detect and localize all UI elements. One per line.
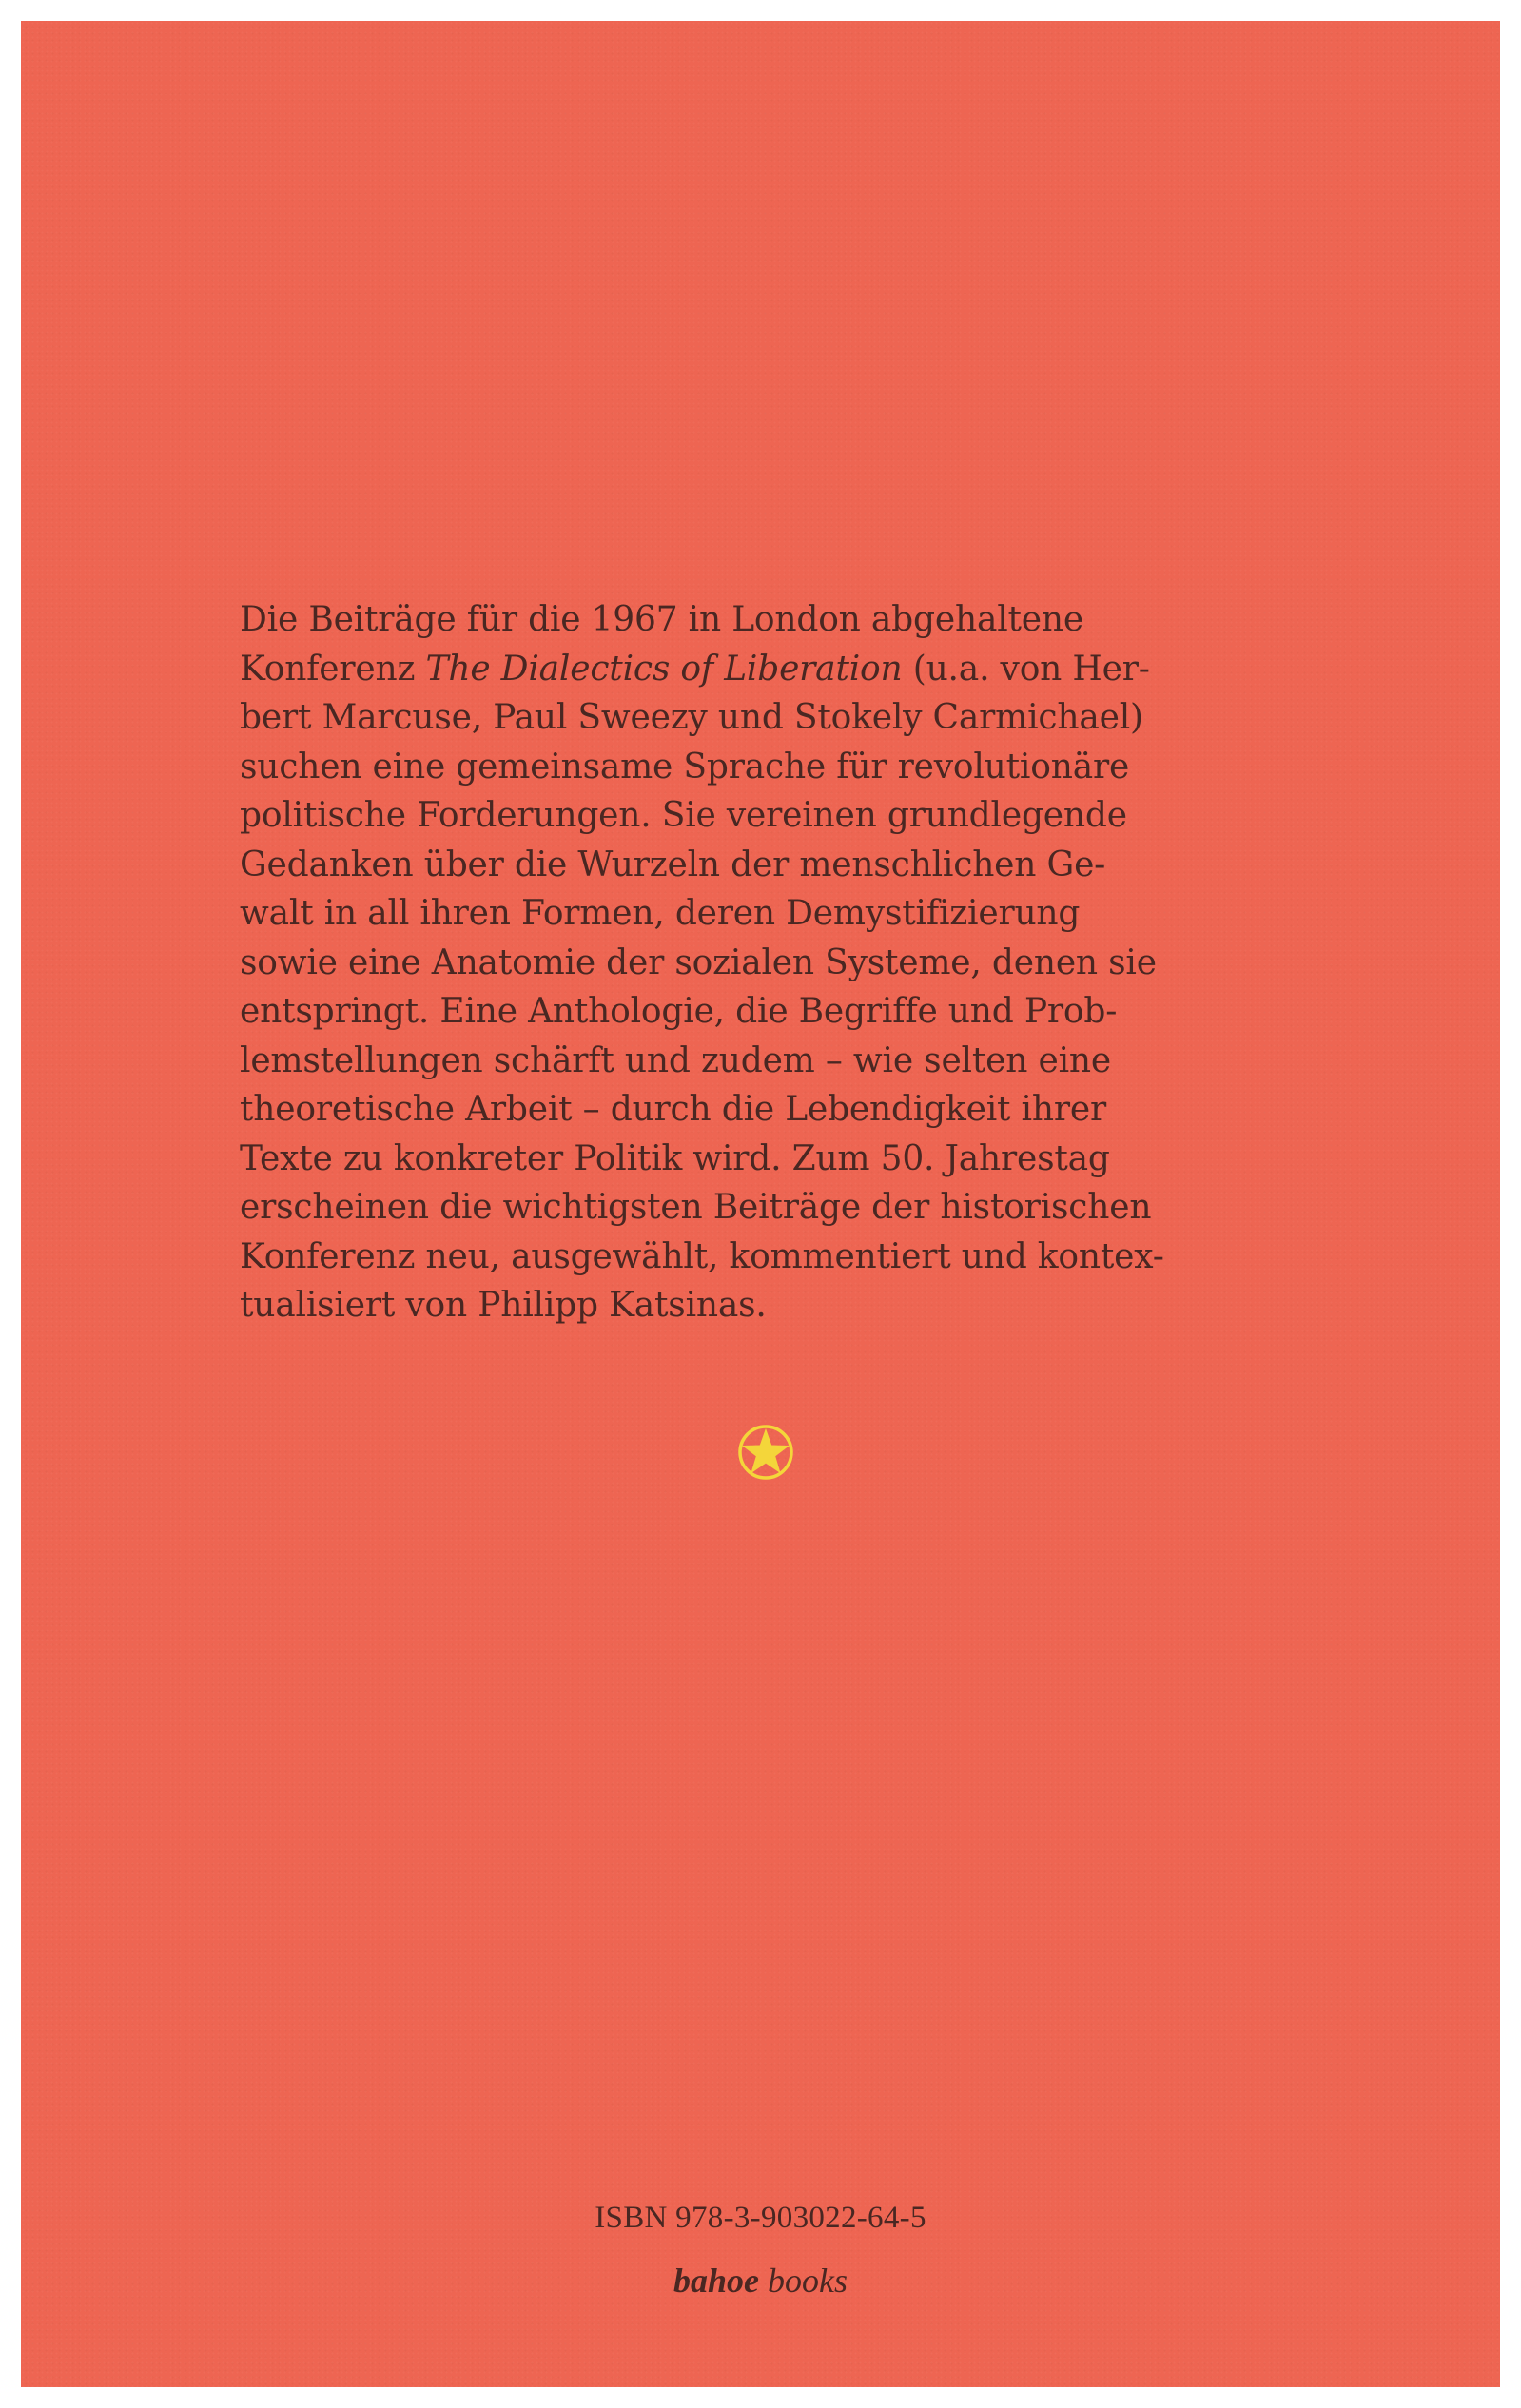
blurb-text — [240, 595, 1305, 1330]
blurb-line: Gedanken über die Wurzeln der menschlichen Ge- — [240, 845, 1106, 884]
blurb-line: sowie eine Anatomie der sozialen Systeme, denen sie — [240, 942, 1157, 982]
blurb-line: erscheinen die wichtigsten Beiträge der historischen — [240, 1188, 1152, 1227]
publisher-name: bahoe books — [673, 2262, 848, 2300]
blurb-line: suchen eine gemeinsame Sprache für revolutionäre — [240, 747, 1130, 786]
blurb-line: theoretische Arbeit – durch die Lebendigkeit ihrer — [240, 1090, 1106, 1129]
isbn: ISBN 978-3-903022-64-5 — [595, 2201, 926, 2235]
blurb-line: politische Forderungen. Sie vereinen grundlegende — [240, 796, 1127, 835]
star-in-circle-icon — [736, 1423, 795, 1482]
blurb-line: bert Marcuse, Paul Sweezy und Stokely Carmichael) — [240, 698, 1143, 737]
conference-title: The Dialectics of Liberation — [425, 649, 903, 689]
blurb-line: Die Beiträge für die 1967 in London abgehaltene — [240, 600, 1083, 639]
book-back-cover — [21, 21, 1500, 2387]
blurb-line: tualisiert von Philipp Katsinas. — [240, 1286, 767, 1325]
blurb-line: entspringt. Eine Anthologie, die Begriffe und Prob- — [240, 992, 1118, 1031]
blurb-line: Texte zu konkreter Politik wird. Zum 50. Jahrestag — [240, 1138, 1110, 1178]
blurb-line: walt in all ihren Formen, deren Demystifizierung — [240, 894, 1081, 933]
blurb-line: lemstellungen schärft und zudem – wie selten eine — [240, 1040, 1111, 1080]
blurb-line: Konferenz neu, ausgewählt, kommentiert und kontex- — [240, 1236, 1164, 1276]
blurb-line: Konferenz The Dialectics of Liberation (u.a. von Her- — [240, 649, 1150, 689]
